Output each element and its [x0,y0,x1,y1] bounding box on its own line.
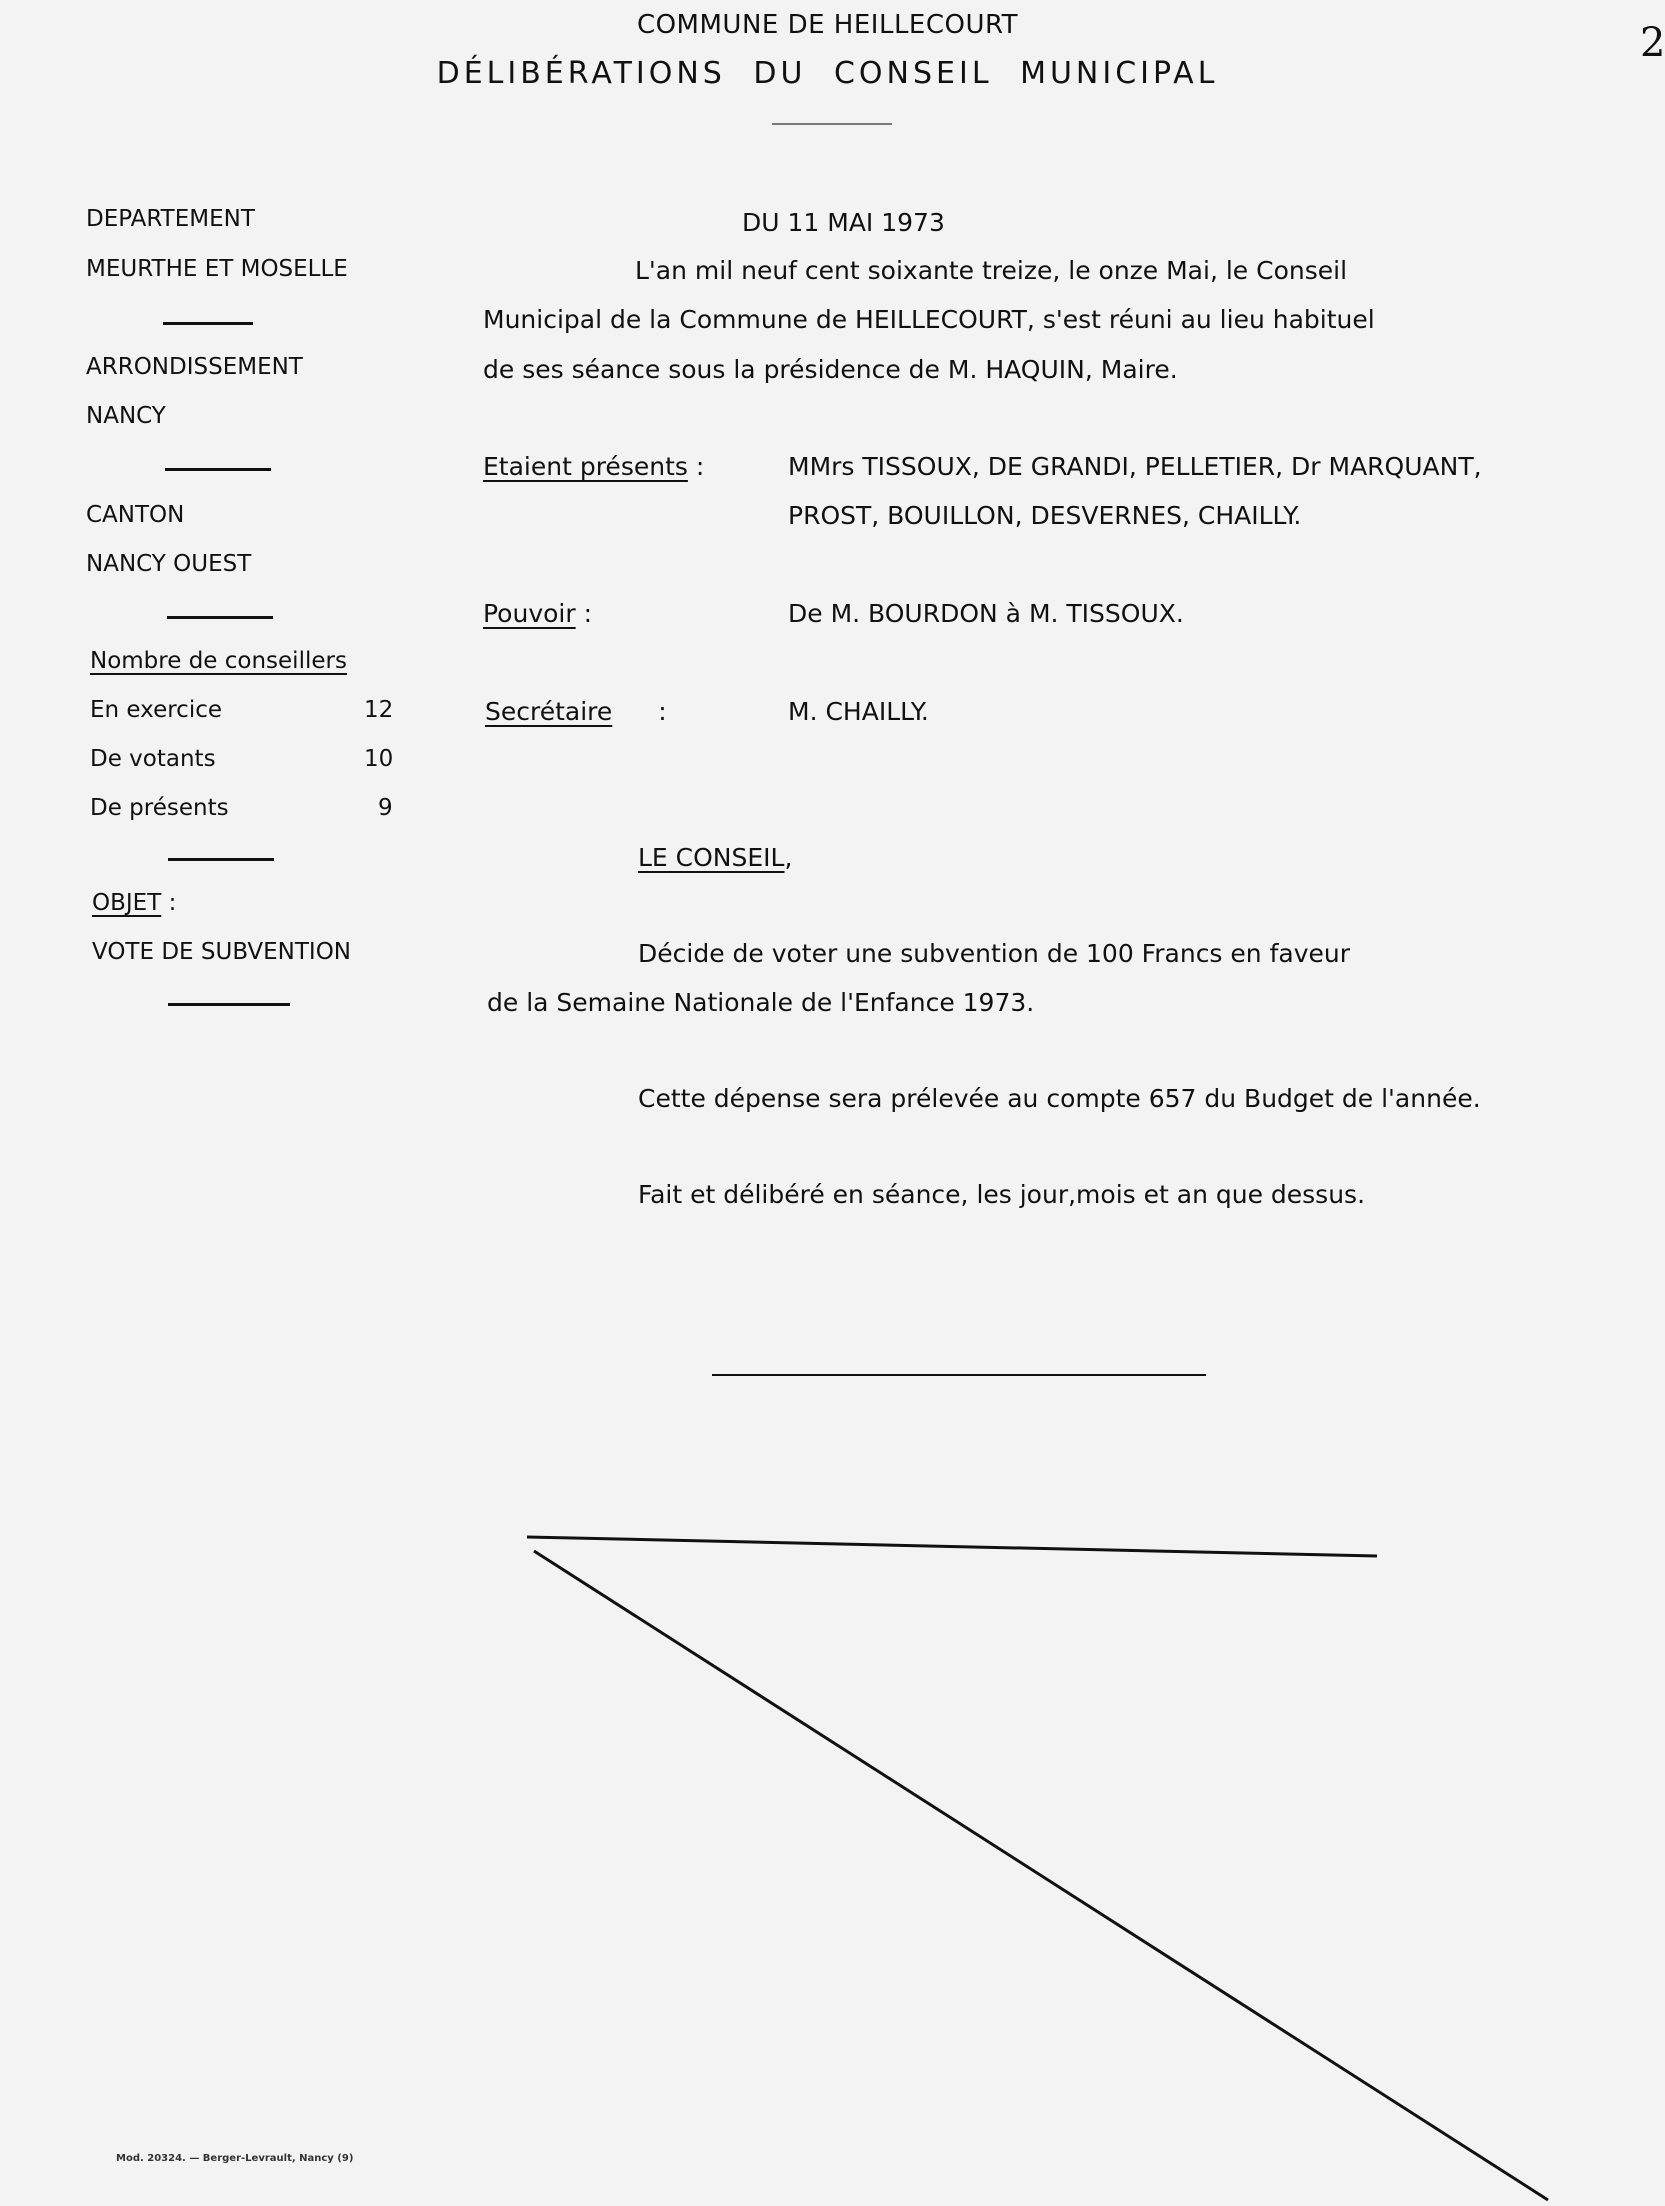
departement-value: MEURTHE ET MOSELLE [86,256,348,282]
canton-value: NANCY OUEST [86,551,252,577]
pouvoir-value: De M. BOURDON à M. TISSOUX. [788,599,1184,628]
secretaire-colon: : [658,697,667,726]
departement-label: DEPARTEMENT [86,206,255,232]
closing-text: Fait et délibéré en séance, les jour,mois et an que dessus. [638,1180,1366,1209]
secretaire-label: Secrétaire [485,697,613,726]
decision-line-2: de la Semaine Nationale de l'Enfance 1973. [487,988,1035,1017]
arrondissement-value: NANCY [86,403,166,429]
commune-heading: COMMUNE DE HEILLECOURT [636,10,1019,40]
page-number: 2 [1640,20,1665,66]
objet-value: VOTE DE SUBVENTION [92,939,351,965]
printer-footer: Mod. 20324. — Berger-Levrault, Nancy (9) [116,2153,354,2164]
presents-line-2: PROST, BOUILLON, DESVERNES, CHAILLY. [788,501,1302,530]
presents-colon: : [695,452,705,481]
objet-label: OBJET [92,890,162,916]
votants-value: 10 [364,746,394,772]
cancel-diagonal-line [534,1551,1548,2200]
depense-text: Cette dépense sera prélevée au compte 657 du Budget de l'année. [638,1084,1481,1113]
presents-label: Etaient présents [483,452,688,481]
canton-label: CANTON [86,502,185,528]
conseillers-heading: Nombre de conseillers [90,648,347,674]
en-exercice-value: 12 [364,697,394,723]
en-exercice-label: En exercice [90,697,223,723]
presents-value: 9 [378,795,393,821]
objet-colon: : [168,890,177,916]
pouvoir-colon: : [583,599,593,628]
intro-line-3: de ses séance sous la présidence de M. HAQUIN, Maire. [483,355,1178,384]
presents-line-1: MMrs TISSOUX, DE GRANDI, PELLETIER, Dr MARQUANT, [788,452,1482,481]
decision-line-1: Décide de voter une subvention de 100 Francs en faveur [638,939,1350,968]
intro-line-2: Municipal de la Commune de HEILLECOURT, s'est réuni au lieu habituel [483,305,1375,334]
intro-line-1: L'an mil neuf cent soixante treize, le onze Mai, le Conseil [635,256,1348,285]
conseil-comma: , [784,843,793,872]
votants-label: De votants [90,746,216,772]
presents-label: De présents [90,795,229,821]
arrondissement-label: ARRONDISSEMENT [86,354,303,380]
conseil-label: LE CONSEIL [638,843,785,872]
secretaire-value: M. CHAILLY. [788,697,929,726]
document-title: DÉLIBÉRATIONS DU CONSEIL MUNICIPAL [436,56,1219,91]
session-date: DU 11 MAI 1973 [742,208,945,237]
cancel-horizontal-line [527,1537,1377,1556]
pouvoir-label: Pouvoir [483,599,576,628]
